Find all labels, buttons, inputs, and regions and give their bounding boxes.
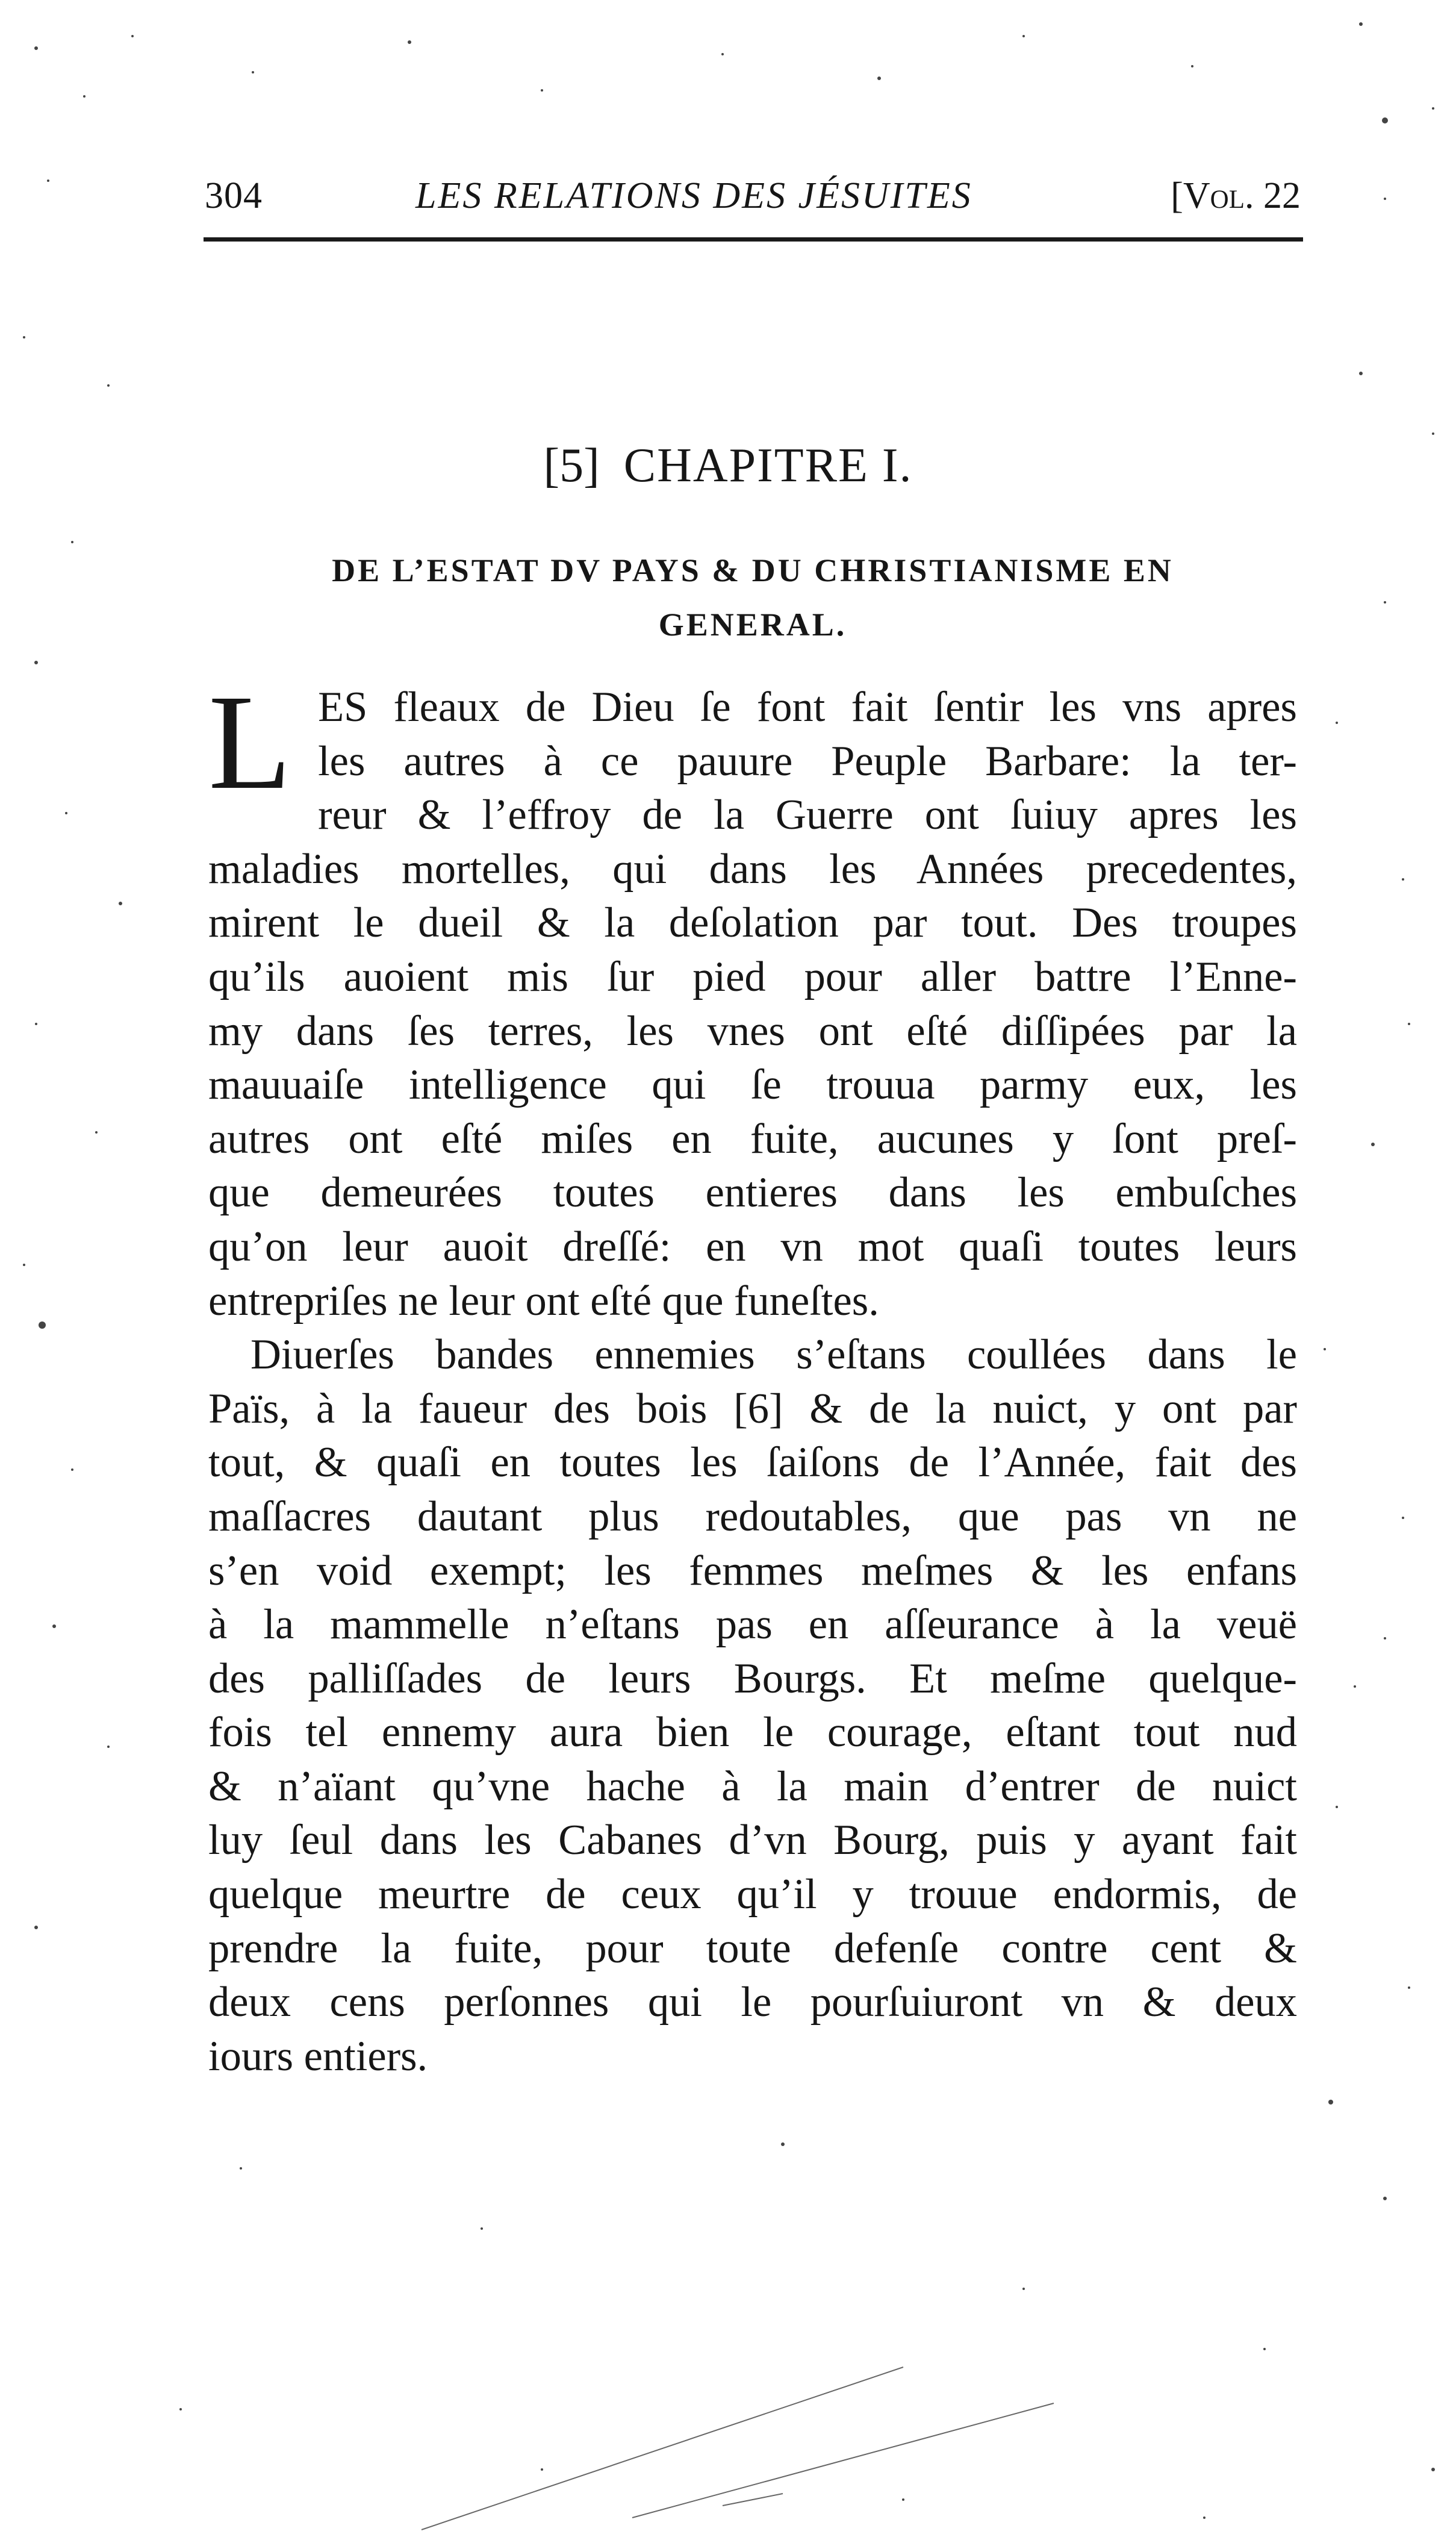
paragraph-2 [208,1328,1297,2083]
header-rule [204,237,1303,242]
text-line: qu’on leur auoit dreſſé: en vn mot quaſi toutes leurs [208,1223,1297,1270]
text-line: mauuaiſe intelligence qui ſe trouua parmy eux, les [208,1061,1297,1109]
page-number: 304 [205,175,263,216]
subtitle-line-1: DE L’ESTAT DV PAYS & DU CHRISTIANISME EN [332,552,1174,588]
text-line: les autres à ce pauure Peuple Barbare: la ter- [318,737,1297,785]
text-line: autres ont eſté miſes en fuite, aucunes y ſont preſ- [208,1115,1297,1162]
text-line: deux cens perſonnes qui le pourſuiuront vn & deux [208,1979,1297,2026]
text-line: entrepriſes ne leur ont eſté que funeſtes. [208,1277,879,1324]
running-head [205,175,1301,229]
text-line: s’en void exempt; les femmes meſmes & les enfans [208,1547,1297,1594]
subtitle-line-2: GENERAL. [658,607,847,643]
text-line: & n’aïant qu’vne hache à la main d’entrer de nuict [208,1762,1297,1810]
text-line: mirent le dueil & la deſolation par tout. Des troupes [208,899,1297,947]
chapter-subtitle [205,543,1301,652]
volume-label: [Vol. 22 [1171,175,1301,216]
chapter-heading [0,438,1456,493]
text-line: fois tel ennemy aura bien le courage, eſtant tout nud [208,1709,1297,1756]
text-line: qu’ils auoient mis ſur pied pour aller battre l’Enne- [208,953,1297,1000]
paragraph-1 [208,667,1297,1328]
text-line: ES fleaux de Dieu ſe font fait ſentir les vns apres [318,684,1297,731]
text-line: reur & l’effroy de la Guerre ont ſuiuy apres les [318,791,1297,839]
chapter-title: CHAPITRE I. [623,439,913,492]
body-text [208,667,1297,2083]
text-line: maſſacres dautant plus redoutables, que pas vn ne [208,1493,1297,1540]
text-line: tout, & quaſi en toutes les ſaiſons de l’Année, fait des [208,1439,1297,1487]
page-marker: [5] [543,439,600,492]
running-title: LES RELATIONS DES JÉSUITES [415,175,972,216]
text-line: prendre la fuite, pour toute defenſe contre cent & [208,1924,1297,1972]
text-line: que demeurées toutes entieres dans les embuſches [208,1169,1297,1217]
text-line: iours entiers. [208,2032,428,2080]
text-line: Païs, à la faueur des bois [6] & de la nuict, y ont par [208,1385,1297,1432]
text-line: luy ſeul dans les Cabanes d’vn Bourg, puis y ayant fait [208,1817,1297,1864]
text-line: à la mammelle n’eſtans pas en aſſeurance à la veuë [208,1601,1297,1649]
drop-cap: L [208,667,292,817]
text-line: my dans ſes terres, les vnes ont eſté diſſipées par la [208,1007,1297,1055]
text-line: des palliſſades de leurs Bourgs. Et meſme quelque- [208,1655,1297,1702]
text-line: maladies mortelles, qui dans les Années precedentes, [208,845,1297,893]
text-line: Diuerſes bandes ennemies s’eſtans coullées dans le [250,1331,1297,1379]
text-line: quelque meurtre de ceux qu’il y trouue endormis, de [208,1871,1297,1918]
